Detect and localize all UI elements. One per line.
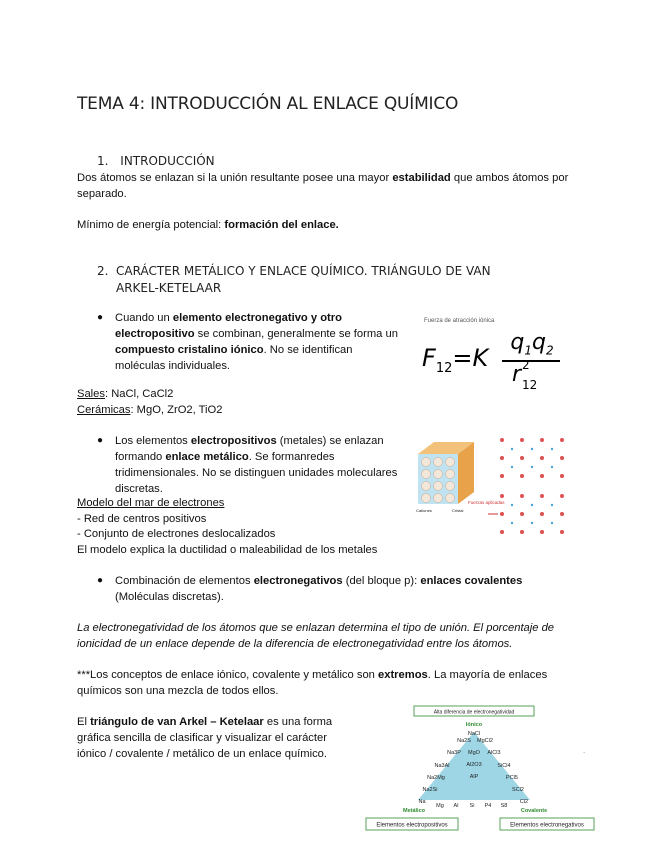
formula-caption: Fuerza de atracción iónica	[424, 318, 495, 324]
extremes-note	[77, 667, 577, 699]
text: . La mayoría de enlaces químicos son una mezcla de todos ellos.	[77, 669, 548, 697]
metal-cube	[418, 442, 474, 504]
energy-paragraph	[77, 217, 587, 233]
section-number: 2.	[97, 264, 109, 278]
bold-text: formación del enlace.	[224, 219, 339, 231]
formula-q2sub: 2	[545, 343, 554, 358]
sales-label: Sales	[77, 388, 105, 400]
bold-text: compuesto cristalino iónico	[115, 344, 264, 356]
lattice-top	[500, 438, 564, 478]
formula-sub: 12	[435, 360, 453, 376]
text: . No se identifican moléculas individuales.	[115, 344, 353, 372]
fraction-line	[502, 360, 560, 362]
section-2-heading	[97, 263, 537, 297]
triangle-paragraph	[77, 714, 349, 762]
formula-eq: =K	[452, 344, 489, 372]
compound-label: P4	[484, 803, 492, 809]
bold-text: extremos	[378, 669, 428, 681]
compound-label: Na3Al	[434, 763, 450, 769]
compound-label: Na2Si	[422, 787, 438, 793]
bold-text: estabilidad	[392, 172, 451, 184]
stray-mark: .	[583, 746, 586, 755]
formula-numerator	[502, 330, 562, 357]
covalent-label: Covalente	[520, 808, 548, 814]
compound-label: NaCl	[467, 731, 481, 737]
metal-caption-crystal: Cristal	[452, 508, 464, 513]
text: Dos átomos se enlazan si la unión resultante posee una mayor	[77, 172, 393, 184]
bold-text: enlaces covalentes	[420, 575, 523, 587]
bold-text: elemento electronegativo y otro electropositivo	[115, 312, 342, 340]
text: ***Los conceptos de enlace iónico, covalente y metálico son	[77, 669, 379, 681]
compound-label: Si	[469, 803, 475, 809]
right-box-label: Elementos electronegativos	[510, 822, 584, 829]
left-box-label: Elementos electropositivos	[376, 822, 448, 829]
text: Mínimo de energía potencial:	[77, 219, 225, 231]
formula-r: r	[512, 362, 522, 387]
bullet-icon: ●	[97, 435, 104, 446]
modelo-title: Modelo del mar de electrones	[77, 497, 225, 509]
formula-denominator	[512, 358, 538, 392]
text: . Se formanredes tridimensionales. No se distinguen unidades moleculares discretas.	[115, 451, 398, 495]
metal-caption-forces: Fuerzas aplicadas	[468, 500, 505, 505]
text: (Moléculas discretas).	[115, 591, 224, 603]
formula-q2: q	[532, 330, 546, 355]
bullet-covalent	[97, 573, 575, 605]
center-label: AlP	[469, 774, 479, 780]
formula-F: F	[422, 344, 436, 372]
compound-label: SCl2	[512, 787, 524, 793]
bold-text: enlace metálico	[165, 451, 249, 463]
bold-text: electronegativos	[253, 575, 343, 587]
bullet-ionic	[97, 310, 405, 374]
intro-paragraph	[77, 170, 587, 202]
formula-q1: q	[510, 330, 525, 355]
metal-caption-cations: Cationes	[416, 508, 432, 513]
text: se combinan, generalmente se forma un	[194, 328, 398, 340]
section-title: INTRODUCCIÓN	[120, 154, 215, 168]
modelo-item-1: - Red de centros positivos	[77, 513, 207, 525]
formula-rsup: 2	[522, 358, 530, 372]
top-box-label: Alta diferencia de electronegatividad	[433, 709, 515, 716]
compound-label: Na2S	[457, 738, 471, 744]
page-title: TEMA 4: INTRODUCCIÓN AL ENLACE QUÍMICO	[77, 94, 459, 114]
bold-text: triángulo de van Arkel – Ketelaar	[90, 716, 264, 728]
text: (metales) se enlazan formando	[115, 435, 384, 463]
compound-label: Na2Mg	[427, 775, 445, 781]
compound-label: Mg	[436, 803, 444, 809]
ceramicas-label: Cerámicas	[77, 404, 131, 416]
compound-label: Cl2	[519, 799, 529, 805]
van-arkel-triangle	[364, 704, 596, 834]
text: que ambos átomos por separado.	[77, 172, 569, 200]
modelo-item-2: - Conjunto de electrones deslocalizados	[77, 528, 276, 540]
ceramicas-value: : MgO, ZrO2, TiO2	[130, 404, 223, 416]
ceramicas-line	[77, 402, 222, 418]
compound-label: MgO	[468, 750, 480, 756]
formula-lhs	[422, 344, 488, 376]
ionic-label: Iónico	[465, 722, 483, 728]
electronegativity-note: La electronegatividad de los átomos que se enlazan determina el tipo de unión. El porcentaje de ionicidad de un enlace depende de la diferencia de electronegatividad entre los átomos.	[77, 622, 555, 650]
compound-label: Al2O3	[466, 762, 482, 768]
compound-label: MgCl2	[477, 738, 493, 744]
coulomb-formula	[420, 316, 590, 402]
compound-label: SiCl4	[497, 763, 511, 769]
text: es una forma gráfica sencilla de clasificar y visualizar el carácter iónico / covalente / metálico de un enlace químico.	[77, 716, 333, 760]
modelo-item-3: El modelo explica la ductilidad o maleabilidad de los metales	[77, 544, 378, 556]
text: El	[77, 716, 91, 728]
text: Los elementos	[115, 435, 191, 447]
compound-label: Al	[453, 803, 459, 809]
sales-value: : NaCl, CaCl2	[105, 388, 174, 400]
text: (del bloque p):	[342, 575, 421, 587]
bullet-icon: ●	[97, 575, 104, 586]
metal-lattice-figure	[412, 432, 572, 544]
compound-label: AlCl3	[487, 750, 501, 756]
text: Cuando un	[115, 312, 173, 324]
formula-rsub: 12	[522, 378, 538, 392]
formula-q1sub: 1	[524, 343, 532, 358]
compound-label: PCl5	[506, 775, 518, 781]
compound-label: S8	[500, 803, 508, 809]
compound-label: Na	[418, 799, 426, 805]
section-1-heading	[97, 154, 215, 168]
section-title: CARÁCTER METÁLICO Y ENLACE QUÍMICO. TRIÁNGULO DE VAN ARKEL-KETELAAR	[116, 264, 491, 295]
section-number: 1.	[97, 154, 109, 168]
text: Combinación de elementos	[115, 575, 254, 587]
sales-line	[77, 386, 173, 402]
metallic-label: Metálico	[402, 808, 426, 814]
bold-text: electropositivos	[190, 435, 277, 447]
compound-label: Na3P	[447, 750, 461, 756]
bullet-icon: ●	[97, 312, 104, 323]
bullet-metallic	[97, 433, 400, 497]
